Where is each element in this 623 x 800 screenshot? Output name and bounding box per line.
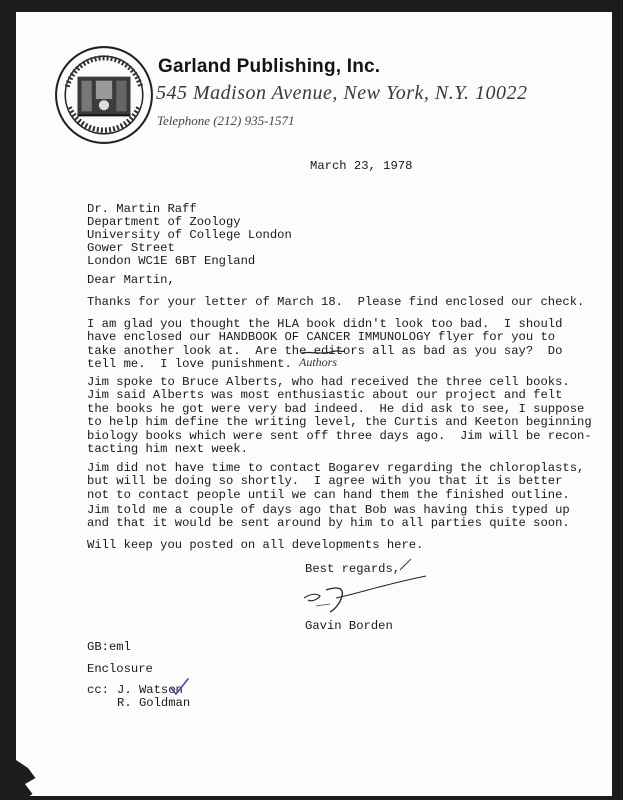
enclosure-note: Enclosure bbox=[87, 662, 153, 676]
paragraph-alberts: Jim spoke to Bruce Alberts, who had received the three cell books. Jim said Alberts was most enthusiastic about our project and felt the books he got were very bad indeed. He did ask to see, I suppose to help him define the writing level, the Curtis and Keeton beginning biology books which were sent off three days ago. Jim will be recon- tacting him next week. bbox=[87, 375, 592, 457]
handwritten-authors: Authors bbox=[299, 355, 338, 369]
checkmark-icon bbox=[168, 677, 190, 697]
handwritten-signature bbox=[286, 568, 436, 616]
paragraph-posted: Will keep you posted on all developments here. bbox=[87, 538, 424, 552]
paragraph-check: Thanks for your letter of March 18. Please find enclosed our check. bbox=[87, 295, 585, 309]
paragraph-typed-up: Jim told me a couple of days ago that Bob was having this typed up and that it would be sent around by him to all parties quite soon. bbox=[87, 503, 570, 531]
company-address: 545 Madison Avenue, New York, N.Y. 10022 bbox=[156, 82, 528, 104]
publisher-seal-logo bbox=[53, 44, 155, 146]
closing: Best regards, bbox=[305, 562, 401, 576]
recipient-name: Dr. Martin Raff bbox=[87, 202, 197, 216]
typist-initials: GB:eml bbox=[87, 640, 131, 654]
cc-name: J. Watson bbox=[117, 683, 183, 697]
letter-date: March 23, 1978 bbox=[310, 159, 413, 173]
company-telephone: Telephone (212) 935-1571 bbox=[157, 113, 295, 128]
salutation: Dear Martin, bbox=[87, 273, 175, 287]
cc-name: R. Goldman bbox=[117, 696, 191, 710]
paragraph-bogarev: Jim did not have time to contact Bogarev regarding the chloroplasts, but will be doing so shortly. I agree with you that it is better not to contact people until we can hand them the finished outline. bbox=[87, 461, 585, 502]
company-name: Garland Publishing, Inc. bbox=[158, 56, 381, 77]
recipient-institution: University of College London bbox=[87, 228, 292, 242]
recipient-city: London WC1E 6BT England bbox=[87, 254, 256, 268]
cc-label: cc: bbox=[87, 683, 109, 697]
recipient-department: Department of Zoology bbox=[87, 215, 241, 229]
signatory-name: Gavin Borden bbox=[305, 619, 393, 633]
paragraph-hla-book: I am glad you thought the HLA book didn't look too bad. I should have enclosed our HANDBOOK OF CANCER IMMUNOLOGY flyer for you to take another look at. Are the editors all as bad as you say? Do tell me. I love punishment. bbox=[87, 317, 563, 372]
recipient-street: Gower Street bbox=[87, 241, 175, 255]
